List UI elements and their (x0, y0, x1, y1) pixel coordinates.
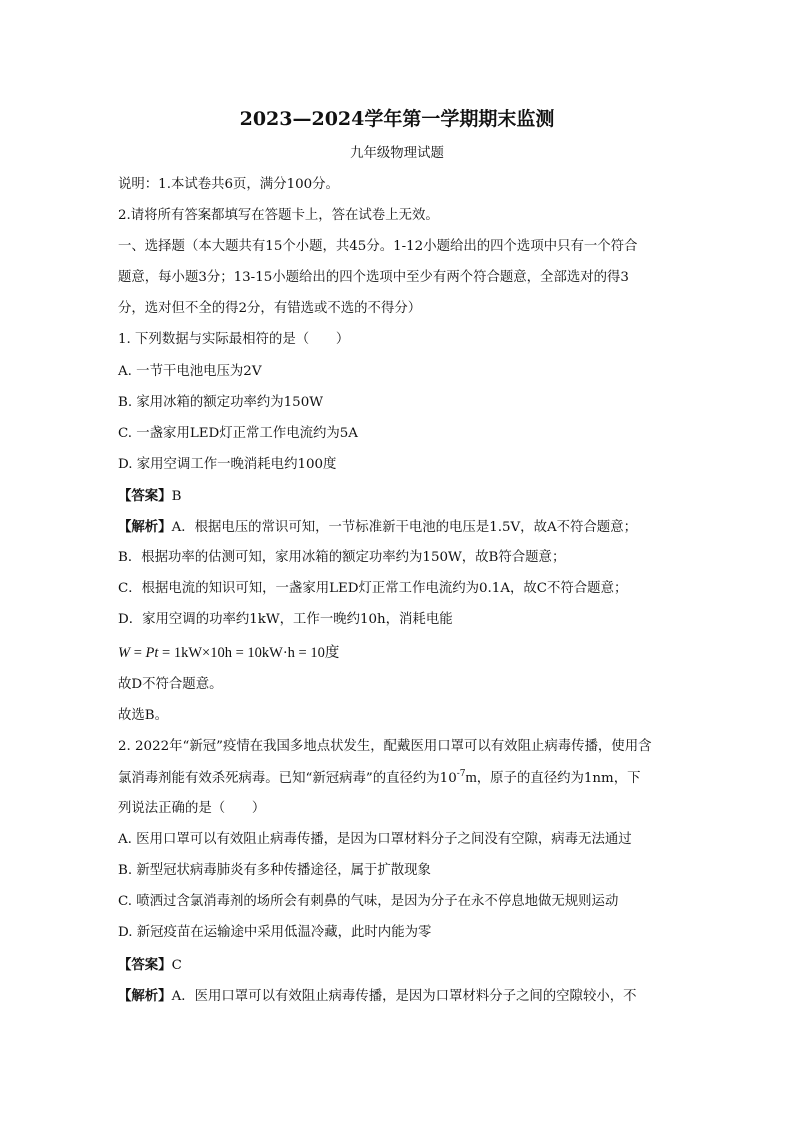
q1-answer (118, 488, 181, 505)
analysis-tag: 【解析】 (118, 519, 172, 535)
q2-stem-line-3: 列说法正确的是（ ） (118, 801, 266, 816)
analysis-tag: 【解析】 (118, 988, 172, 1004)
formula-rest: = 1kW×10h = 10kW·h = 10度 (158, 645, 340, 661)
q2-option-b: B. 新型冠状病毒肺炎有多种传播途径，属于扩散现象 (118, 863, 431, 878)
q2-option-a: A. 医用口罩可以有效阻止病毒传播，是因为口罩材料分子之间没有空隙，病毒无法通过 (118, 832, 632, 847)
analysis-text: A．医用口罩可以有效阻止病毒传播，是因为口罩材料分子之间的空隙较小，不 (171, 989, 637, 1004)
q1-conclusion-1: 故D不符合题意。 (118, 677, 223, 692)
analysis-text: A．根据电压的常识可知，一节标准新干电池的电压是1.5V，故A不符合题意； (171, 520, 637, 535)
instruction-line-1: 说明：1.本试卷共6页，满分100分。 (118, 177, 339, 192)
q2-unit: m (465, 770, 477, 786)
section-heading-line-2: 题意，每小题3分；13-15小题给出的四个选项中至少有两个符合题意，全部选对的得3 (118, 270, 629, 285)
q1-analysis-a (118, 519, 637, 536)
q1-option-d: D. 家用空调工作一晚消耗电约100度 (118, 457, 337, 472)
answer-tag: 【答案】 (118, 488, 172, 504)
instruction-line-2: 2.请将所有答案都填写在答题卡上，答在试卷上无效。 (118, 208, 439, 223)
q2-text-a: 氯消毒剂能有效杀死病毒。已知“新冠病毒”的直径约为10 (118, 771, 457, 786)
q2-stem-line-1: 2. 2022年“新冠”疫情在我国多地点状发生，配戴医用口罩可以有效阻止病毒传播，使用含 (118, 739, 652, 754)
answer-value: C (171, 958, 182, 973)
q1-analysis-c: C．根据电流的知识可知，一盏家用LED灯正常工作电流约为0.1A，故C不符合题意； (118, 581, 628, 596)
q2-text-b: ，原子的直径约为1nm，下 (476, 771, 641, 786)
q1-conclusion-2: 故选B。 (118, 708, 169, 723)
q2-option-d: D. 新冠疫苗在运输途中采用低温冷藏，此时内能为零 (118, 925, 432, 940)
formula-eq: = (130, 645, 146, 661)
section-heading-line-1: 一、选择题（本大题共有15个小题，共45分。1-12小题给出的四个选项中只有一个符合 (118, 239, 638, 254)
section-heading-line-3: 分，选对但不全的得2分，有错选或不选的不得分） (118, 301, 422, 316)
q1-analysis-b: B．根据功率的估测可知，家用冰箱的额定功率约为150W，故B符合题意； (118, 550, 566, 565)
answer-value: B (171, 489, 182, 504)
q1-option-b: B. 家用冰箱的额定功率约为150W (118, 395, 323, 410)
q1-analysis-d: D．家用空调的功率约1kW，工作一晚约10h，消耗电能 (118, 612, 453, 627)
formula-w: W (118, 645, 131, 661)
q2-stem-line-2 (118, 770, 641, 787)
q2-exponent: -7 (456, 769, 466, 779)
q1-option-c: C. 一盏家用LED灯正常工作电流约为5A (118, 426, 358, 441)
formula-pt: Pt (145, 645, 159, 661)
answer-tag: 【答案】 (118, 957, 172, 973)
q1-formula (118, 645, 339, 661)
q2-answer (118, 957, 182, 974)
q2-option-c: C. 喷洒过含氯消毒剂的场所会有刺鼻的气味，是因为分子在永不停息地做无规则运动 (118, 894, 619, 909)
exam-subtitle: 九年级物理试题 (350, 146, 444, 161)
exam-title: 2023—2024学年第一学期期末监测 (239, 108, 555, 130)
q2-analysis (118, 988, 637, 1005)
q1-option-a: A. 一节干电池电压为2V (118, 364, 262, 379)
q1-stem: 1. 下列数据与实际最相符的是（ ） (118, 332, 350, 347)
